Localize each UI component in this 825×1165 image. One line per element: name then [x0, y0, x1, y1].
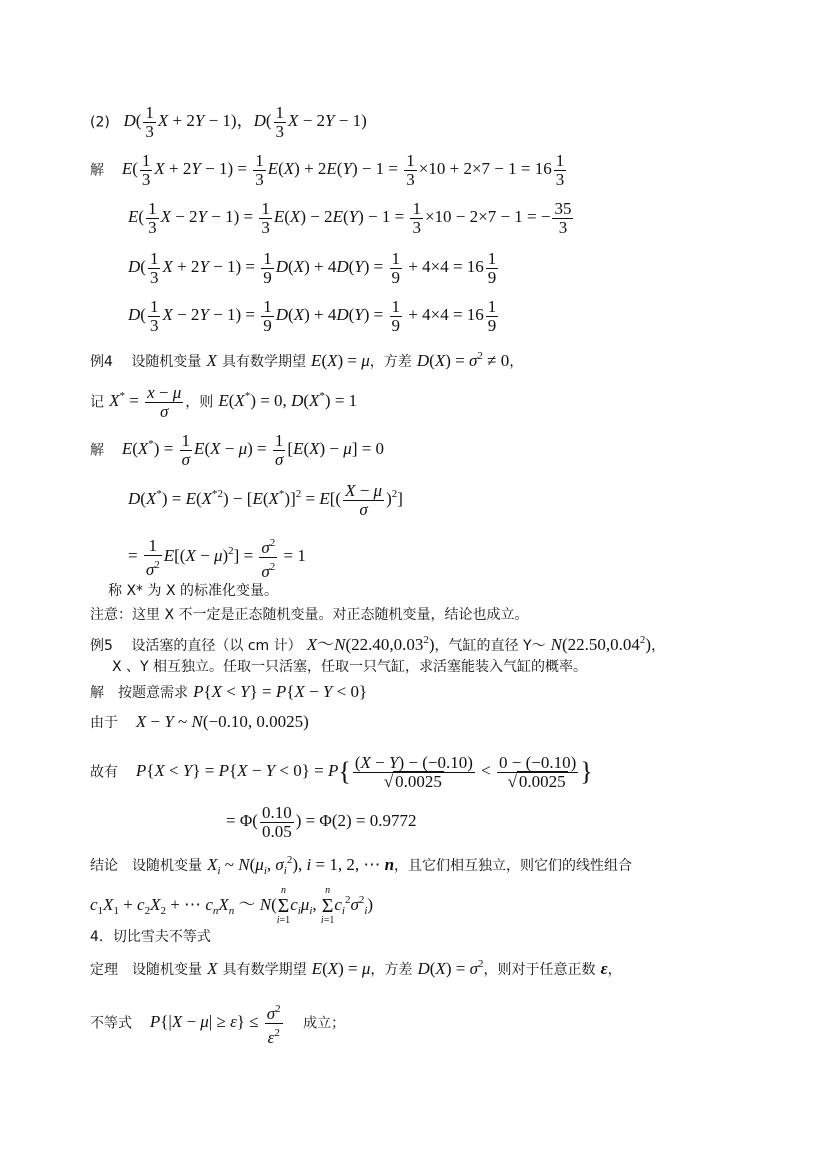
solution1-line2: E( $\frac{1}{3}$ X − 2Y − 1) = $\frac{1}{3}$ E(X) − 2E(Y) − 1 = $\frac{1}{3}$ ×10 − 2×7 − 1 = − $\frac{35}{3}$: [128, 199, 572, 237]
solution3-label: 解: [90, 685, 104, 701]
solution1-line4: D( $\frac{1}{3}$ X − 2Y − 1) = $\frac{1}{9}$ D(X) + 4D(Y) = $\frac{1}{9}$ + 4×4 = 16 $\frac{1}{9}$: [128, 297, 497, 335]
theorem-line1: 定理 设随机变量 X 具有数学期望 E(X) = μ，方差 $D(X) = \sigma^2$，则对于任意正数 ε，: [90, 958, 622, 978]
solution2-line1: 解 E(X*) = $\frac{1}{\sigma}$ E(X − μ) = $\frac{1}{\sigma}$ [E(X) − μ] = 0: [90, 431, 385, 469]
notice-line: 注意：这里 X 不一定是正态随机变量。对正态随机变量，结论也成立。: [90, 607, 529, 623]
solution1-line3: D( $\frac{1}{3}$ X + 2Y − 1) = $\frac{1}{9}$ D(X) + 4D(Y) = $\frac{1}{9}$ + 4×4 = 16 $\frac{1}{9}$: [128, 249, 497, 287]
example4-label: 例4: [90, 354, 113, 370]
conclusion-line2: $c_1X_1 + c_2X_2$ + ⋯ $c_nX_n$ ～ N(n Σ $i=1c_i\mu_i$, n Σ $i=1c_i^2\sigma^2_i$): [90, 885, 374, 926]
part2-line: (2) D( $\frac{1}{3}$ X + 2Y − 1)，D( $\frac{1}{3}$ X − 2Y − 1): [90, 103, 367, 141]
solution2-line3: = $\frac{1}{\sigma^2}$ $E[(X - \mu)^2]$ = $\frac{\sigma^2}{\sigma^2}$ = 1: [128, 535, 306, 581]
example4-line1: 例4 设随机变量 X 具有数学期望 E(X) = μ，方差 $D(X) = \sigma^2 \ne 0$，: [90, 350, 524, 370]
solution3-line1: 解 按题意需求 P{X < Y} = P{X − Y < 0}: [90, 682, 368, 701]
solution1-label: 解: [90, 162, 104, 179]
example5-label: 例5: [90, 638, 113, 654]
conclusion-line1: 结论 设随机变量 $X_i$ ~ $N(\mu_i$, $\sigma_i^2$), i = 1, 2, ⋯ n，且它们相互独立，则它们的线性组合: [90, 854, 633, 877]
solution2-note: 称 X* 为 X 的标准化变量。: [108, 583, 278, 599]
example5-line1: 例5 设活塞的直径（以 cm 计） X～N(22.40,0.03$^2$)，气缸的直径 Y～ N(22.50,0.04$^2$)，: [90, 634, 666, 654]
example5-line2: X 、Y 相互独立。任取一只活塞，任取一只气缸，求活塞能装入气缸的概率。: [112, 659, 588, 675]
theorem-label: 定理: [90, 962, 118, 978]
solution1-line1: 解 E( $\frac{1}{3}$ X + 2Y − 1) = $\frac{1}{3}$ E(X) + 2E(Y) − 1 = $\frac{1}{3}$ ×10 + 2×7 − 1 = 16 $\frac{1}{3}$: [90, 151, 565, 189]
solution2-label: 解: [90, 442, 104, 459]
solution2-line2: $D(X^*) = E(X^{*2}) - [E(X^*)]^2 = E$[( $\frac{X - \mu}{\sigma}$ )$^2$]: [128, 481, 403, 519]
example4-line2: 记 X* = $\frac{x - \mu}{\sigma}$ ，则 E(X*) = 0, D(X*) = 1: [90, 383, 358, 421]
theorem-line2: 不等式 P{|X − μ| ≥ ε} ≤ $\frac{\sigma^2}{\varepsilon^2}$ 成立；: [90, 1000, 345, 1047]
solution3-line2: 由于 X − Y ~ N(−0.10, 0.0025): [90, 712, 309, 731]
section4-title: 4．切比雪夫不等式: [90, 929, 211, 945]
conclusion-label: 结论: [90, 858, 118, 874]
part2-label: (2): [90, 114, 110, 131]
solution3-line3: 故有 P{X < Y} = P{X − Y < 0} = P{ $\frac{(X - Y) - (-0.10)}{√ 0.0025}$ < $\frac{0 - (-0.10)}{√ 0.0025}$ }: [90, 753, 593, 791]
solution3-line4: = Φ( $\frac{0.10}{0.05}$ ) = Φ(2) = 0.9772: [226, 803, 417, 841]
